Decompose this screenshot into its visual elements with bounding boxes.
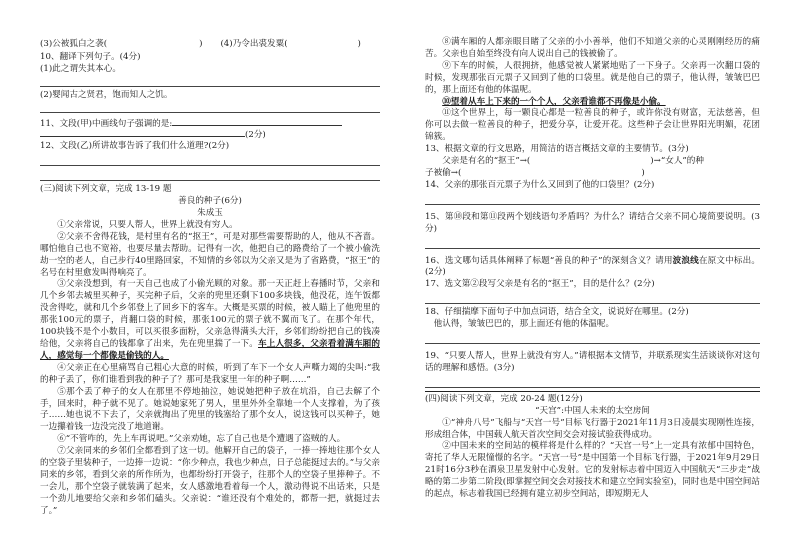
article-author: 朱成玉 [197,208,223,219]
question-14: 14、父亲的那张百元票子为什么又回到了他的口袋里？(2分) [425,179,655,190]
paragraph-4: ④父亲正在心里痛骂自己粗心大意的时候，听到了车下一个女人声嘶力竭的尖叫:“我的种子丢了，你们谁看到我的种子了？那可是我家里一年的种子啊……” [40,362,380,385]
question-9-tail: (3)公被狐白之袭( ) (4)乃令出裘发粟( ) [40,39,361,49]
article-2-paragraph-1: ①“神舟八号”飞船与“天宫一号”目标飞行器于2021年11月3日凌晨实现刚性连接，形成组合体，中国载人航天首次空间交会对接试验获得成功。 [425,417,760,440]
paragraph-1: ①父亲常说，只要人帮人，世界上就没有穷人。 [57,219,238,230]
answer-line[interactable] [40,101,380,113]
question-15: 15、第⑩段和第⑪段两个划线语句矛盾吗？为什么？请结合父亲不同心境简要说明。(3分) [425,211,760,234]
divider [425,391,760,392]
left-column [40,0,380,560]
section-3-heading: (三)阅读下列文章，完成 13-19 题 [40,184,172,195]
question-18: 18、仔细揣摩下面句子中加点词语，结合全文，说说好在哪里。(2分) [425,307,689,318]
answer-line[interactable] [425,376,760,388]
question-13-blank-1: 父亲是有名的“抠王”→( )→“女人”的种 [442,156,704,167]
paragraph-10: ⑩望着从车上下来的一个个人，父亲看谁都不再像是小偷。 [442,96,666,107]
answer-line[interactable] [425,237,760,249]
paragraph-3: ③父亲没想到，有一天自己也成了小偷光顾的对象。那一天正赶上春播时节，父亲和几个乡邻去城里买种子，买完种子后，父亲的兜里还剩下100多块钱，他没花，连午饭都没舍得吃，就和几个乡邻登上了回乡下的客车。大概是买票的时候，被人瞄上了他兜里的那张100元的票子，肖翻口袋的时候，那张100元的票子就不翼而飞了。在那个年代，100块钱不是个小数目，可以买很多面粉，父亲急得满头大汗，乡邻们纷纷把自己的钱凑给他，父亲将自己的钱都拿了出来，先在兜里揣了一下。车上人很多，父亲看着满车厢的人，感觉每一个都像是偷钱的人。 [40,279,380,361]
q9-item3: (3)公被狐白之袭( [40,39,108,49]
paragraph-5: ⑤那个丢了种子的女人在那里不停地抽泣，她说她把种子放在坑沿，自己去解了个手，回来时，种子就不见了。她说她家死了男人，里里外外全靠她一个人支撑着，为了孩子……她也说不下去了，父亲就掏出了兜里的钱塞给了那个女人，说这钱可以买种子，她一边攥着钱一边没完没了地道谢。 [40,386,380,433]
question-10: 10、翻译下列句子。(4分) [40,51,141,62]
answer-line[interactable] [425,292,760,304]
question-13-blank-2: 子被偷→( ) [425,167,645,178]
q9-item4: (4)乃令出裘发粟( [220,39,288,49]
question-16: 16、选文哪句话具体阐释了标题“善良的种子”的深刻含义？请用波浪线在原文中标出。(2分) [425,255,760,278]
answer-line[interactable] [40,75,380,87]
paragraph-9: ⑨下车的时候，人很拥挤，他感觉被人紧紧地贴了一下身子。父亲再一次翻口袋的时候，发现那张百元票子又回到了他的口袋里。就是他自己的票子，他认得，皱皱巴巴的，那上面还有他的体温呢。 [425,60,760,95]
paragraph-8: ⑧满车厢的人都亲眼目睹了父亲的小小善举，他们不知道父亲的心灵刚刚经历的痛苦。父亲也自始至终没有向人说出自己的钱被偷了。 [425,37,760,59]
right-column [425,0,760,560]
answer-blank[interactable] [172,116,342,126]
article-title: 善良的种子(6分) [178,196,242,207]
question-17: 17、选文第②段写父亲是有名的“抠王”，目的是什么？(2分) [425,279,655,290]
answer-line[interactable] [425,193,760,205]
question-10-1: (1)此之谓失其本心。 [40,63,121,74]
section-4-heading: (四)阅读下列文章，完成 20-24 题(12分) [425,393,583,404]
paragraph-2: ②父亲不舍得花钱，是村里有名的“抠王”，可是对那些需要帮助的人，他从不吝啬。哪怕他自己也不宽裕，也要尽量去帮助。记得有一次，他把自己的路费给了一个被小偷洗劫一空的老人，自己步行40里路回家，不知情的乡邻以为父亲又是为了省路费，“抠王”的名号在村里愈发叫得响亮了。 [40,231,380,278]
paragraph-7: ⑦父亲同来的乡邻们全都看到了这一切。他解开自己的袋子，一捧一捧地往那个女人的空袋子里装种子，一边捧一边说：“你少种点，我也少种点，日子总能挺过去的。”与父亲同来的乡邻，看到父亲的所作所为，也都纷纷打开袋子，往那个人的空袋子里捧种子。不一会儿，那个空袋子就装满了起来，女人感激地看着每一个人，激动得说不出话来，只是一个劲儿地要给父亲和乡邻们磕头。父亲说：“谁还没有个难处的，都帮一把，就挺过去了。” [40,446,380,516]
question-18-sentence: 他认得，皱皱巴巴的，那上面还有他的体温呢。 [433,319,615,330]
question-12: 12、文段(乙)所讲故事告诉了我们什么道理?(2分) [40,141,230,152]
question-11-points: (2分) [40,127,380,139]
question-10-2: (2)婴闻古之贤君，饱而知人之饥。 [40,89,173,100]
paragraph-6: ⑥“不管咋的，先上车再说吧。”父亲劝她，忘了自己也是个遭遇了盗贼的人。 [57,434,346,445]
question-11: 11、文段(甲)中画线句子强调的是: [40,116,380,128]
answer-line[interactable] [425,332,760,344]
underlined-sentence: 车上人很多，父亲看着满车厢的人，感觉每一个都像是偷钱的人。 [40,338,380,361]
answer-line[interactable] [40,154,380,166]
article-2-paragraph-2: ②中国未来的空间站的模样将是什么样的？“天宫一号”上一定具有浓郁中国特色，寄托了华人无限憧憬的名字。“天宫一号”是中国第一个目标飞行器，于2021年9月29日21时16分3秒在酒泉卫星发射中心发射。它的发射标志着中国迈入中国航天“三步走”战略的第二步第二阶段(即掌握空间交会对接技术和建立空间实验室)，同时也是中国空间站的起点，标志着我国已经拥有建立初步空间站，即短期无人 [425,441,760,500]
article-2-title: “天宫”:中国人未来的太空房间 [535,405,650,416]
question-19: 19、“只要人帮人，世界上就没有穷人。”请根据本文情节，并联系现实生活谈谈你对这句话的理解和感悟。(3分) [425,351,760,373]
answer-line[interactable] [40,169,380,181]
paragraph-11: ⑪这个世界上，每一颗良心都是一粒善良的种子，或许你没有财富，无法慈善，但你可以去做一粒善良的种子，把爱分享，让爱开花。这些种子会让世界阳光明媚，花团锦簇。 [425,108,760,143]
question-13: 13、根据文章的行文思路，用简洁的语言概括文章的主要情节。(3分) [425,144,689,155]
